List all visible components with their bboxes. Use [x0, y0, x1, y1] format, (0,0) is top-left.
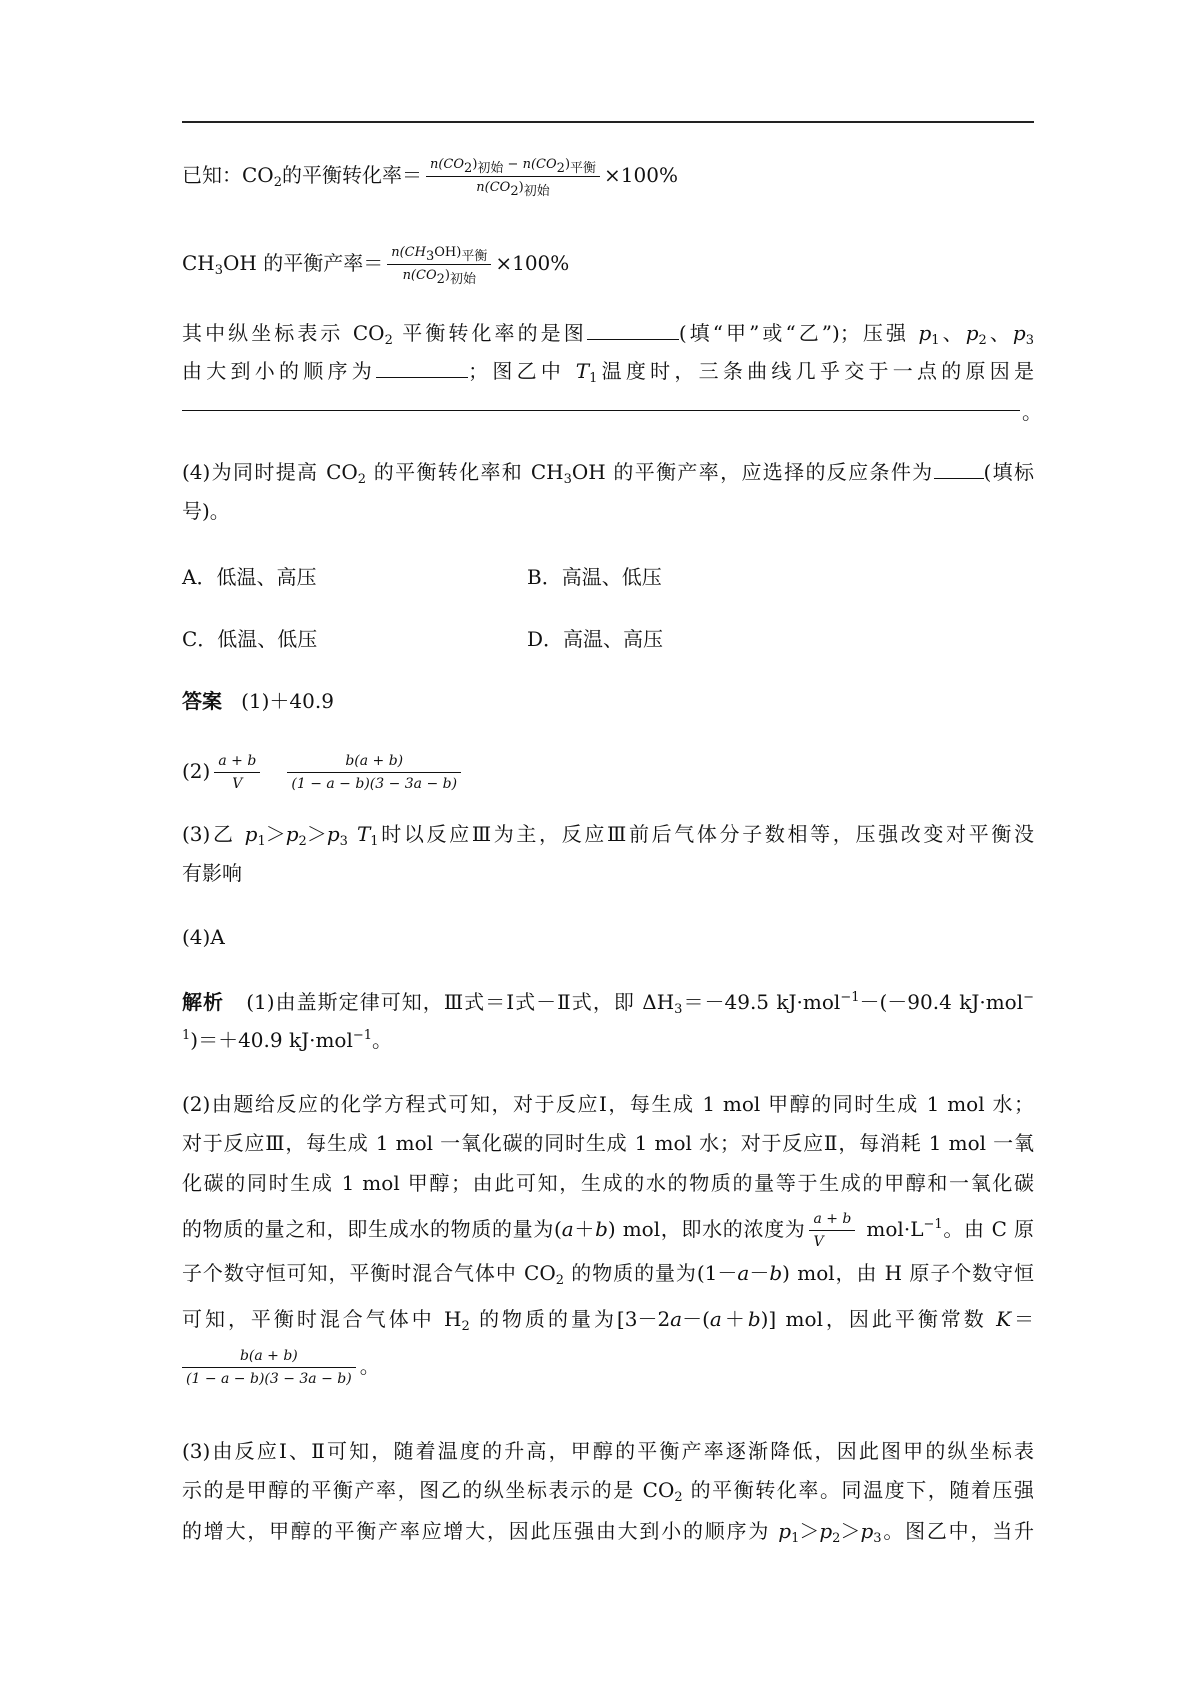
analysis-p1-line2: $^1$)＝＋40.9 kJ·mol$^{-1}$。: [182, 1028, 393, 1052]
question4-line2: 号)。: [182, 499, 230, 523]
option-c: C．低温、低压: [182, 627, 318, 651]
analysis-p3-line3: 的增大，甲醇的平衡产率应增大，因此压强由大到小的顺序为 $p_1>p_2>p_3$。图乙中，当升: [182, 1519, 1035, 1546]
analysis-p3-line1: (3)由反应Ⅰ、Ⅱ可知，随着温度的升高，甲醇的平衡产率逐渐降低，因此图甲的纵坐标表: [182, 1439, 1034, 1463]
answer-line3: (3)乙 $p_1>p_2>p_3$ $T_1$时以反应Ⅲ为主，反应Ⅲ前后气体分子数相等，压强改变对平衡没: [182, 822, 1035, 849]
analysis-p3-line2: 示的是甲醇的平衡产率，图乙的纵坐标表示的是 $CO_2$ 的平衡转化率。同温度下，随着压强: [182, 1478, 1034, 1505]
answer-blank-long: [182, 410, 1020, 411]
header-rule: [182, 121, 1034, 123]
answer-blank: [376, 359, 468, 378]
analysis-p1-line1: 解析 (1)由盖斯定律可知，Ⅲ式＝Ⅰ式－Ⅱ式，即 $\Delta H_3=-49.5$ kJ·mol$^{-1}$－(－90.4 kJ·mol−: [182, 990, 1035, 1017]
answer-label: 答案: [182, 689, 222, 713]
analysis-p2-line6: 可知，平衡时混合气体中 $H_2$ 的物质的量为[3－2a－(a＋b)] mol，因此平衡常数 K＝: [182, 1307, 1035, 1334]
analysis-p2-line1: (2)由题给反应的化学方程式可知，对于反应Ⅰ，每生成 1 mol 甲醇的同时生成 1 mol 水；: [182, 1092, 1034, 1116]
answer-fraction-2: $\frac{b(a + b)}{(1 - a - b)(3 - 3a - b)}$: [287, 752, 461, 793]
analysis-p2-line7: $\frac{b(a + b)}{(1 - a - b)(3 - 3a - b)}$ 。: [178, 1347, 380, 1388]
analysis-p2-line2: 对于反应Ⅲ，每生成 1 mol 一氧化碳的同时生成 1 mol 水；对于反应Ⅱ，每消耗 1 mol 一氧: [182, 1131, 1034, 1155]
analysis-p2-line4: 的物质的量之和，即生成水的物质的量为(a＋b) mol，即水的浓度为 $\frac{a + b}{V}$ $mol\cdot L^{-1}$。由 C 原: [182, 1211, 1035, 1250]
question3-line1: 其中纵坐标表示 $CO_2$ 平衡转化率的是图 (填“甲”或“乙”)；压强 $p_1$、$p_2$、$p_3$: [182, 321, 1035, 348]
option-d: D．高温、高压: [527, 627, 664, 651]
question4-line1: (4)为同时提高 $CO_2$ 的平衡转化率和 $CH_3OH$ 的平衡产率，应选择的反应条件为 (填标: [182, 460, 1034, 487]
sentence-end: 。: [1022, 400, 1042, 424]
analysis-p2-line3: 化碳的同时生成 1 mol 甲醇；由此可知，生成的水的物质的量等于生成的甲醇和一氧化碳: [182, 1171, 1034, 1195]
equilibrium-constant-fraction: $\frac{b(a + b)}{(1 - a - b)(3 - 3a - b)}$: [182, 1347, 356, 1388]
co2-conversion-fraction: $\frac{n(CO_2)_{初始} - n(CO_2)_{平衡}}{n(CO_2)_{初始}}$: [426, 156, 600, 197]
question3-line2: 由大到小的顺序为 ；图乙中 $T_1$温度时，三条曲线几乎交于一点的原因是: [182, 359, 1035, 386]
analysis-label: 解析: [182, 990, 225, 1014]
answer-line2: (2) $\frac{a + b}{V}$ $\frac{b(a + b)}{(1 - a - b)(3 - 3a - b)}$: [182, 752, 465, 793]
answer-line3-cont: 有影响: [182, 861, 242, 885]
answer-line1: 答案 (1)＋40.9: [182, 689, 334, 713]
option-a: A．低温、高压: [182, 565, 317, 589]
co2-conversion-formula: 已知：$CO_2$的平衡转化率＝ $\frac{n(CO_2)_{初始} - n(CO_2)_{平衡}}{n(CO_2)_{初始}}$ ×100%: [182, 157, 678, 199]
answer-blank: [934, 460, 984, 479]
concentration-fraction: $\frac{a + b}{V}$: [809, 1210, 855, 1251]
answer-blank: [587, 321, 679, 340]
answer-fraction-1: $\frac{a + b}{V}$: [214, 752, 260, 793]
ch3oh-yield-formula: $CH_3OH$ 的平衡产率＝ $\frac{n(CH_3OH)_{平衡}}{n(CO_2)_{初始}}$ ×100%: [182, 245, 570, 287]
ch3oh-yield-fraction: $\frac{n(CH_3OH)_{平衡}}{n(CO_2)_{初始}}$: [387, 244, 491, 285]
answer-line4: (4)A: [182, 925, 225, 949]
analysis-p2-line5: 子个数守恒可知，平衡时混合气体中 $CO_2$ 的物质的量为(1－a－b) mol，由 H 原子个数守恒: [182, 1261, 1035, 1288]
option-b: B．高温、低压: [527, 565, 662, 589]
